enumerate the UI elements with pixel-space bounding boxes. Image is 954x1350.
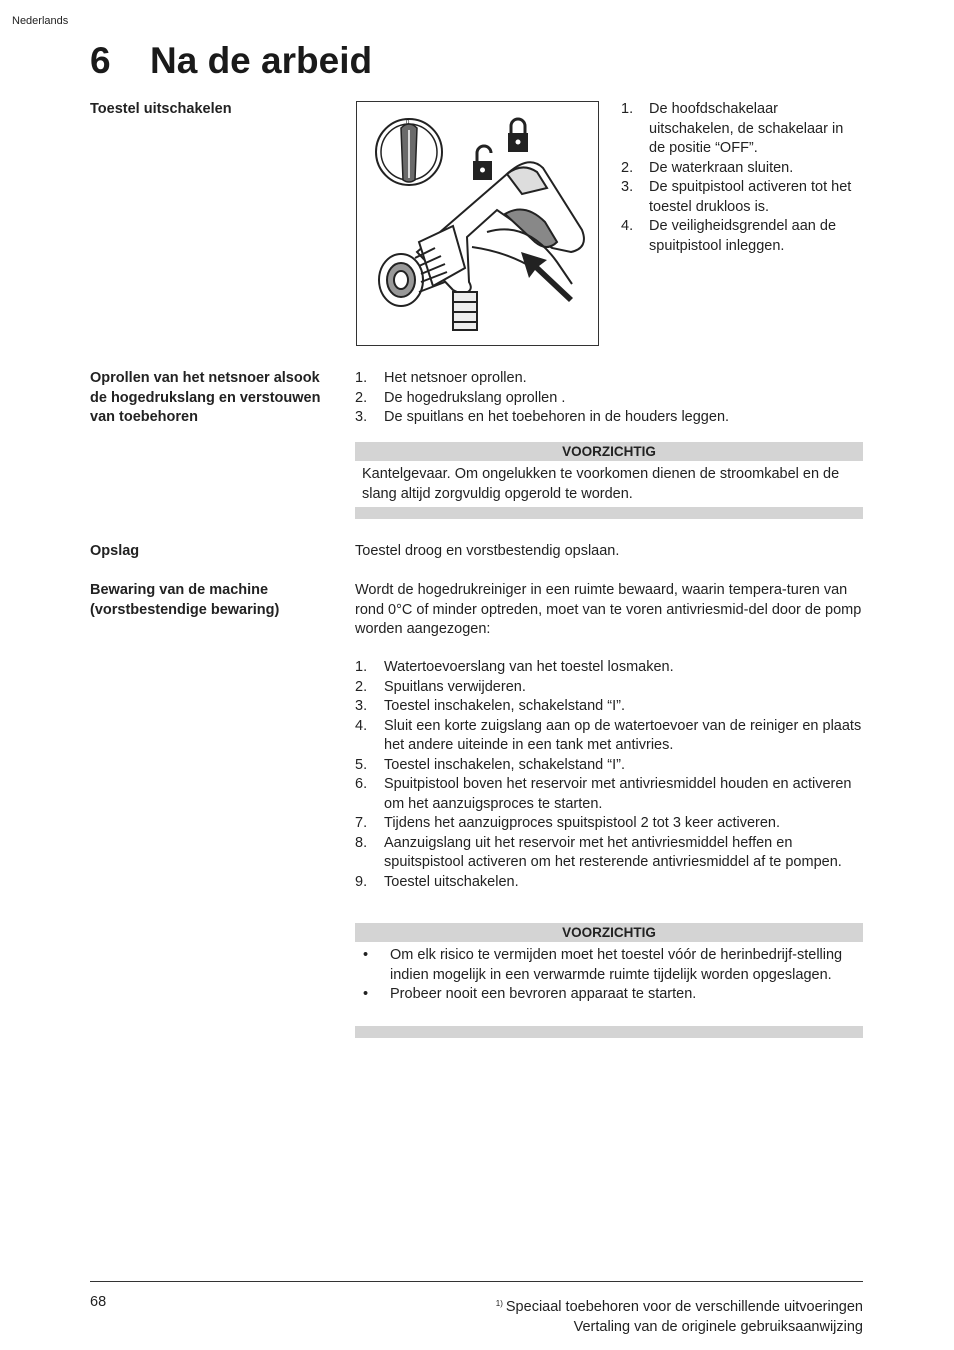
footnote-text: Speciaal toebehoren voor de verschillende uitvoeringen (505, 1299, 863, 1315)
list-item: 3. De spuitpistool activeren tot het toestel drukloos is. (621, 179, 852, 215)
spray-gun-illustration (356, 101, 599, 346)
lock-open-icon (473, 146, 492, 180)
list-item: 1. Het netsnoer oprollen. (355, 370, 527, 386)
warning-footer-bar (355, 507, 863, 519)
list-item: 2. De hogedrukslang oprollen . (355, 389, 566, 406)
warning-footer-bar (355, 1026, 863, 1038)
list-item: 3. De spuitlans en het toebehoren in de houders leggen. (355, 409, 730, 425)
list-item: 5. Toestel inschakelen, schakelstand “I”. (355, 756, 625, 773)
list-item: 3. Toestel inschakelen, schakelstand “I”. (355, 698, 625, 714)
chapter-number: 6 (90, 40, 111, 81)
chapter-name: Na de arbeid (150, 40, 373, 81)
arrow-icon (521, 252, 573, 302)
translation-note: Vertaling van de originele gebruiksaanwijzing (573, 1318, 863, 1335)
list-item: 9. Toestel uitschakelen. (355, 873, 519, 890)
spray-gun-drawing (379, 162, 584, 330)
list-item: 7. Tijdens het aanzuigproces spuitspistool 2 tot 3 keer activeren. (355, 815, 781, 831)
list-item: 8. Aanzuigslang uit het reservoir met het antivriesmiddel heffen en spuitspistool activeren om het resterende antivriesmiddel af te pompen. (355, 834, 842, 870)
list-item: 1. Watertoevoerslang van het toestel losmaken. (355, 659, 674, 675)
rolling-up-steps (355, 369, 865, 428)
frost-storage-steps (355, 658, 865, 892)
section-heading-rolling-up: Oprollen van het netsnoer alsook de hogedrukslang en verstouwen van toebehoren (90, 370, 321, 425)
switch-off-steps (621, 100, 861, 256)
footnote-mark: 1) (495, 1299, 503, 1308)
warning-title: VOORZICHTIG (355, 442, 863, 461)
section-heading-frost-storage: Bewaring van de machine (vorstbestendige bewaring) (90, 582, 280, 618)
warning-text: Kantelgevaar. Om ongelukken te voorkomen dienen de stroomkabel en de slang altijd zorgvuldig opgerold te worden. (362, 466, 840, 502)
language-label: Nederlands (12, 15, 69, 27)
chapter-title (90, 40, 372, 82)
storage-text: Toestel droog en vorstbestendig opslaan. (355, 543, 620, 559)
footer-notes (496, 1294, 863, 1337)
svg-text:0: 0 (406, 120, 410, 126)
section-heading-storage: Opslag (90, 543, 140, 559)
section-heading-switch-off: Toestel uitschakelen (90, 101, 232, 117)
list-item: 4. Sluit een korte zuigslang aan op de watertoevoer van de reiniger en plaats het andere uiteinde in een tank met antivries. (355, 717, 862, 753)
list-item: 6. Spuitpistool boven het reservoir met antivriesmiddel houden en activeren om het aanzuigsproces te starten. (355, 776, 852, 812)
footer-divider (90, 1281, 863, 1282)
list-item: • Probeer nooit een bevroren apparaat te starten. (363, 986, 697, 1002)
frost-storage-intro: Wordt de hogedrukreiniger in een ruimte bewaard, waarin tempera-turen van rond 0°C of minder optreden, moet van te voren antivriesmid-del door de pomp worden aangezogen: (355, 582, 862, 637)
list-item: 2. De waterkraan sluiten. (621, 159, 794, 176)
page-number: 68 (90, 1294, 107, 1310)
lock-closed-icon (508, 119, 528, 152)
list-item: 2. Spuitlans verwijderen. (355, 678, 526, 695)
list-item: 1. De hoofdschakelaar uitschakelen, de schakelaar in de positie “OFF”. (621, 101, 844, 156)
main-switch-icon (376, 119, 442, 185)
warning-title: VOORZICHTIG (355, 923, 863, 942)
warning-list (355, 946, 863, 1005)
list-item: • Om elk risico te vermijden moet het toestel vóór de herinbedrijf-stelling indien mogelijk in een verwarmde ruimte tijdelijk worden opgeslagen. (363, 947, 843, 983)
list-item: 4. De veiligheidsgrendel aan de spuitpistool inleggen. (621, 218, 837, 254)
